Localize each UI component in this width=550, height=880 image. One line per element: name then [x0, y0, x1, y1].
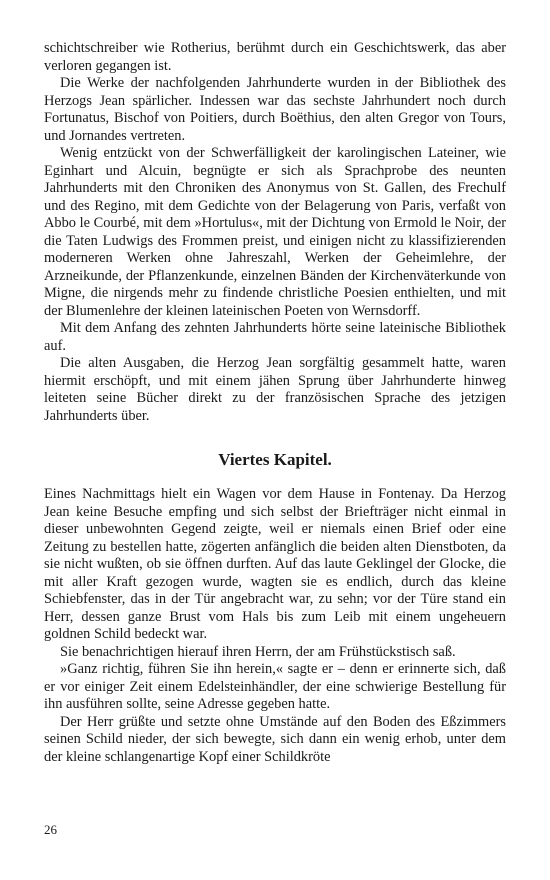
paragraph-carolingian: Wenig entzückt von der Schwerfälligkeit der karolingischen Lateiner, wie Eginhart und Alcuin, begnügte er sich als Sprachprobe des neunten Jahrhunderts mit den Chroniken des Anonymus von St. Gallen, des Frechulf und des Regino, mit dem Gedichte von der Belagerung von Paris, verfaßt von Abbo le Courbé, mit dem »Hortulus«, mit der Dichtung von Ermold le Noir, der die Taten Ludwigs des Frommen preist, und einigen nicht zu klassifizierenden moderneren Werken ohne Jahreszahl, Werken der Geheimlehre, der Arzneikunde, der Pflanzenkunde, einzelnen Bänden der Kirchenväterkunde von Migne, die nirgends mehr zu findende christliche Poesien enthielten, und mit der Blumenlehre der kleinen lateinischen Poeten von Wernsdorff.	[44, 145, 506, 319]
paragraph-carriage: Eines Nachmittags hielt ein Wagen vor dem Hause in Fontenay. Da Herzog Jean keine Besuche empfing und sich selbst der Briefträger nicht einmal in dieser unbewohnten Gegend zeigte, weil er niemals einen Brief oder eine Zeitung zu bestellen hatte, zögerten anfänglich die beiden alten Dienstboten, da sie nicht wußten, ob sie öffnen durften. Auf das laute Geklingel der Glocke, die mit aller Kraft gezogen wurde, wagten sie es endlich, durch das kleine Schiebfenster, das in der Tür angebracht war, zu sehn; vor der Türe stand ein Herr, dessen ganze Brust vom Hals bis zum Leib mit einem ungeheuern goldnen Schild bedeckt war.	[44, 486, 506, 642]
paragraph-continued: schichtschreiber wie Rotherius, berühmt durch ein Geschichtswerk, das aber verloren gegangen ist.	[44, 40, 506, 74]
paragraph-show-him-in: »Ganz richtig, führen Sie ihn herein,« sagte er – denn er erinnerte sich, daß er vor einiger Zeit einem Edelsteinhändler, der eine schwierige Bestellung für ihn ausführen sollte, seine Adresse gegeben hatte.	[44, 661, 506, 712]
paragraph-later-centuries: Die Werke der nachfolgenden Jahrhunderte wurden in der Bibliothek des Herzogs Jean spärlicher. Indessen war das sechste Jahrhundert noch durch Fortunatus, Bischof von Poitiers, durch Boëthius, den alten Gregor von Tours, und Jornandes vertreten.	[44, 75, 506, 144]
paragraph-old-editions: Die alten Ausgaben, die Herzog Jean sorgfältig gesammelt hatte, waren hiermit erschöpft, und mit einem jähen Sprung über Jahrhunderte hinweg leiteten seine Bücher direkt zu der französischen Sprache des jetzigen Jahrhunderts über.	[44, 355, 506, 424]
paragraph-notify-master: Sie benachrichtigen hierauf ihren Herrn, der am Frühstückstisch saß.	[60, 643, 456, 660]
chapter-heading: Viertes Kapitel.	[218, 450, 332, 469]
paragraph-tortoise: Der Herr grüßte und setzte ohne Umstände auf den Boden des Eßzimmers seinen Schild nieder, der sich bewegte, sich dann ein wenig erhob, unter dem der kleine schlangenartige Kopf einer Schildkröte	[44, 713, 506, 765]
page-number: 26	[44, 822, 57, 837]
page-text	[44, 40, 506, 766]
paragraph-tenth-century: Mit dem Anfang des zehnten Jahrhunderts hörte seine lateinische Bibliothek auf.	[44, 320, 506, 354]
